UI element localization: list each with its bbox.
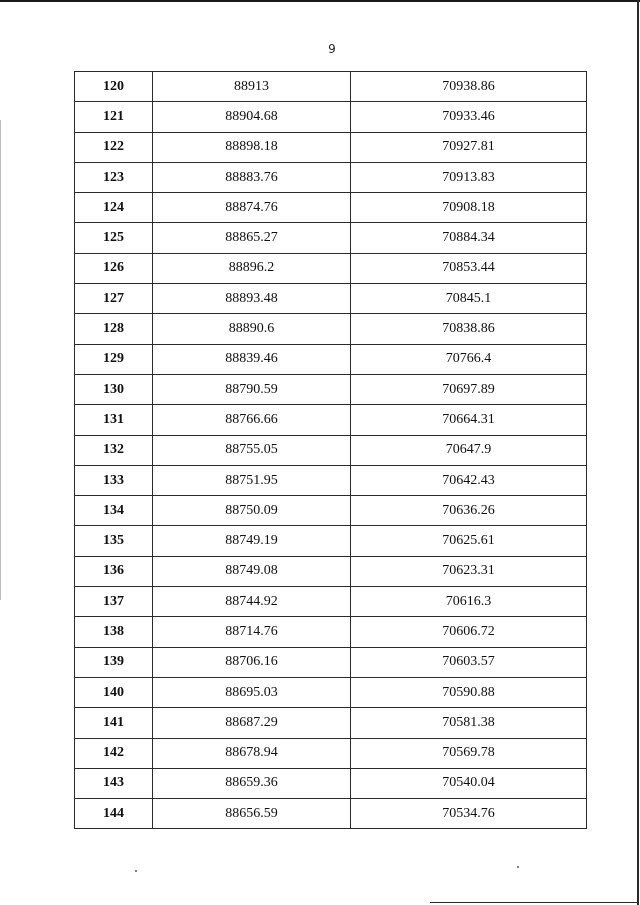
point-number-cell: 122 <box>75 132 153 162</box>
x-coordinate-cell: 88890.6 <box>153 314 351 344</box>
point-number-cell: 136 <box>75 556 153 586</box>
y-coordinate-cell: 70636.26 <box>351 496 587 526</box>
point-number-cell: 137 <box>75 587 153 617</box>
y-coordinate-cell: 70697.89 <box>351 374 587 404</box>
table-row <box>75 708 587 738</box>
y-coordinate-cell: 70908.18 <box>351 193 587 223</box>
x-coordinate-cell: 88896.2 <box>153 253 351 283</box>
x-coordinate-cell: 88659.36 <box>153 768 351 798</box>
scan-border-top <box>0 0 640 2</box>
y-coordinate-cell: 70625.61 <box>351 526 587 556</box>
y-coordinate-cell: 70642.43 <box>351 465 587 495</box>
x-coordinate-cell: 88865.27 <box>153 223 351 253</box>
y-coordinate-cell: 70664.31 <box>351 405 587 435</box>
point-number-cell: 140 <box>75 677 153 707</box>
scan-border-right <box>637 0 639 905</box>
point-number-cell: 120 <box>75 72 153 102</box>
x-coordinate-cell: 88714.76 <box>153 617 351 647</box>
x-coordinate-cell: 88706.16 <box>153 647 351 677</box>
table-row <box>75 314 587 344</box>
point-number-cell: 133 <box>75 465 153 495</box>
x-coordinate-cell: 88790.59 <box>153 374 351 404</box>
table-row <box>75 405 587 435</box>
coordinate-table-body <box>75 72 587 829</box>
x-coordinate-cell: 88898.18 <box>153 132 351 162</box>
point-number-cell: 126 <box>75 253 153 283</box>
scan-speck <box>135 870 137 872</box>
x-coordinate-cell: 88687.29 <box>153 708 351 738</box>
y-coordinate-cell: 70845.1 <box>351 284 587 314</box>
table-row <box>75 587 587 617</box>
point-number-cell: 127 <box>75 284 153 314</box>
table-row <box>75 677 587 707</box>
coordinate-table <box>74 71 587 829</box>
table-row <box>75 556 587 586</box>
x-coordinate-cell: 88893.48 <box>153 284 351 314</box>
point-number-cell: 139 <box>75 647 153 677</box>
y-coordinate-cell: 70590.88 <box>351 677 587 707</box>
x-coordinate-cell: 88766.66 <box>153 405 351 435</box>
y-coordinate-cell: 70913.83 <box>351 162 587 192</box>
y-coordinate-cell: 70606.72 <box>351 617 587 647</box>
scan-border-left <box>0 120 1 600</box>
y-coordinate-cell: 70616.3 <box>351 587 587 617</box>
table-row <box>75 132 587 162</box>
table-row <box>75 284 587 314</box>
x-coordinate-cell: 88750.09 <box>153 496 351 526</box>
point-number-cell: 125 <box>75 223 153 253</box>
y-coordinate-cell: 70569.78 <box>351 738 587 768</box>
point-number-cell: 128 <box>75 314 153 344</box>
scan-speck <box>517 866 519 868</box>
table-row <box>75 465 587 495</box>
table-row <box>75 223 587 253</box>
table-row <box>75 162 587 192</box>
table-row <box>75 526 587 556</box>
y-coordinate-cell: 70647.9 <box>351 435 587 465</box>
table-row <box>75 72 587 102</box>
table-row <box>75 738 587 768</box>
y-coordinate-cell: 70884.34 <box>351 223 587 253</box>
point-number-cell: 141 <box>75 708 153 738</box>
point-number-cell: 132 <box>75 435 153 465</box>
x-coordinate-cell: 88883.76 <box>153 162 351 192</box>
x-coordinate-cell: 88904.68 <box>153 102 351 132</box>
y-coordinate-cell: 70581.38 <box>351 708 587 738</box>
point-number-cell: 144 <box>75 799 153 829</box>
scan-border-bottom <box>430 902 637 903</box>
table-row <box>75 496 587 526</box>
point-number-cell: 124 <box>75 193 153 223</box>
table-row <box>75 617 587 647</box>
table-row <box>75 374 587 404</box>
y-coordinate-cell: 70766.4 <box>351 344 587 374</box>
x-coordinate-cell: 88656.59 <box>153 799 351 829</box>
x-coordinate-cell: 88755.05 <box>153 435 351 465</box>
x-coordinate-cell: 88749.08 <box>153 556 351 586</box>
point-number-cell: 129 <box>75 344 153 374</box>
y-coordinate-cell: 70938.86 <box>351 72 587 102</box>
x-coordinate-cell: 88749.19 <box>153 526 351 556</box>
point-number-cell: 131 <box>75 405 153 435</box>
table-row <box>75 647 587 677</box>
table-row <box>75 768 587 798</box>
x-coordinate-cell: 88874.76 <box>153 193 351 223</box>
x-coordinate-cell: 88913 <box>153 72 351 102</box>
y-coordinate-cell: 70540.04 <box>351 768 587 798</box>
point-number-cell: 143 <box>75 768 153 798</box>
x-coordinate-cell: 88751.95 <box>153 465 351 495</box>
x-coordinate-cell: 88678.94 <box>153 738 351 768</box>
y-coordinate-cell: 70933.46 <box>351 102 587 132</box>
point-number-cell: 121 <box>75 102 153 132</box>
table-row <box>75 102 587 132</box>
point-number-cell: 130 <box>75 374 153 404</box>
point-number-cell: 134 <box>75 496 153 526</box>
x-coordinate-cell: 88695.03 <box>153 677 351 707</box>
y-coordinate-cell: 70927.81 <box>351 132 587 162</box>
table-row <box>75 435 587 465</box>
x-coordinate-cell: 88744.92 <box>153 587 351 617</box>
y-coordinate-cell: 70603.57 <box>351 647 587 677</box>
table-row <box>75 253 587 283</box>
table-row <box>75 193 587 223</box>
point-number-cell: 135 <box>75 526 153 556</box>
y-coordinate-cell: 70623.31 <box>351 556 587 586</box>
page-number: 9 <box>328 42 336 56</box>
y-coordinate-cell: 70534.76 <box>351 799 587 829</box>
point-number-cell: 142 <box>75 738 153 768</box>
table-row <box>75 799 587 829</box>
point-number-cell: 138 <box>75 617 153 647</box>
x-coordinate-cell: 88839.46 <box>153 344 351 374</box>
table-row <box>75 344 587 374</box>
y-coordinate-cell: 70853.44 <box>351 253 587 283</box>
y-coordinate-cell: 70838.86 <box>351 314 587 344</box>
point-number-cell: 123 <box>75 162 153 192</box>
